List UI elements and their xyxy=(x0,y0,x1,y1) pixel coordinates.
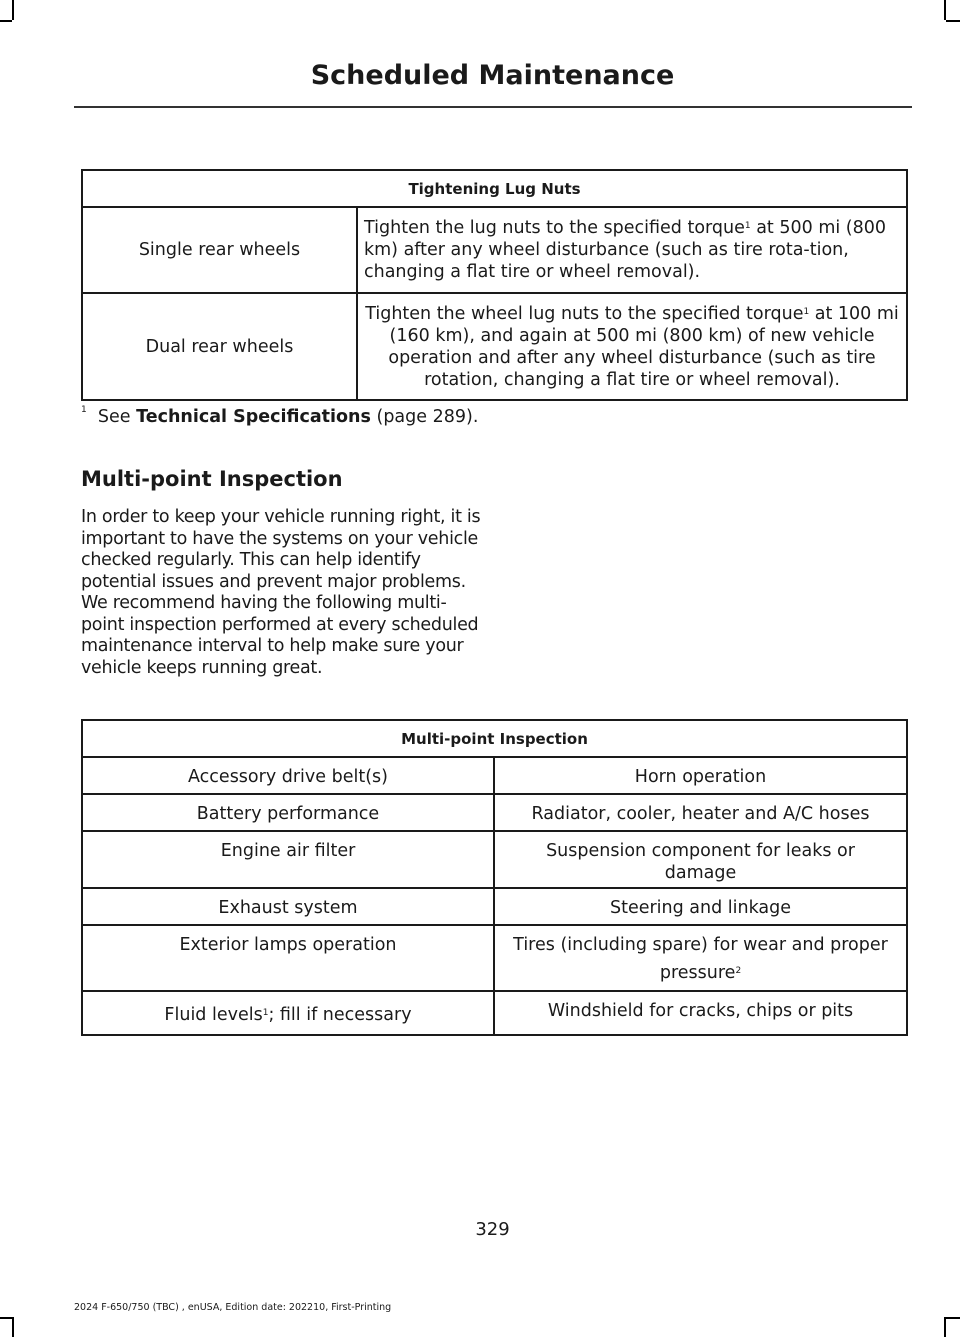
table-row xyxy=(82,831,907,888)
lug-table-title: Tightening Lug Nuts xyxy=(82,170,907,207)
mpi-cell: Suspension component for leaks or damage xyxy=(494,831,907,888)
lug-row-text-start: Tighten the lug nuts to the specified torque xyxy=(364,218,745,238)
mpi-cell: Exterior lamps operation xyxy=(82,925,494,991)
header-divider xyxy=(74,106,912,108)
table-row xyxy=(82,293,907,400)
tires-line-1: Tires (including spare) for wear and proper xyxy=(513,935,888,955)
footnote-suffix: (page 289). xyxy=(370,407,479,427)
mpi-cell xyxy=(494,925,907,991)
section-heading: Multi-point Inspection xyxy=(81,467,343,491)
crop-mark xyxy=(0,1317,12,1319)
page-title: Scheduled Maintenance xyxy=(310,60,675,91)
table-row xyxy=(82,794,907,831)
table-row xyxy=(82,207,907,293)
lug-row-text xyxy=(357,207,907,293)
table-row xyxy=(82,888,907,925)
multi-point-inspection-table xyxy=(81,719,908,1036)
tires-line-2 xyxy=(660,962,741,984)
mpi-table-title: Multi-point Inspection xyxy=(82,720,907,757)
page-number: 329 xyxy=(475,1219,510,1240)
crop-mark xyxy=(944,0,946,20)
lug-row-text-end: at 500 mi (800 km) after any wheel disturbance (such as tire rota-tion, changing a flat tire or wheel removal). xyxy=(364,218,887,282)
section-body: In order to keep your vehicle running right, it is important to have the systems on your vehicle checked regularly. This can help identify potential issues and prevent major problems. We recommend having the following multi-point inspection performed at every scheduled maintenance interval to help make sure your vehicle keeps running great. xyxy=(81,507,481,678)
lug-row-text-end: at 100 mi (160 km), and again at 500 mi (800 km) of new vehicle operation and after any wheel disturbance (such as tire rotation, changing a flat tire or wheel removal). xyxy=(388,303,899,390)
mpi-cell: Horn operation xyxy=(494,757,907,794)
footnote-mark: 1 xyxy=(81,405,87,415)
lug-row-label: Dual rear wheels xyxy=(82,293,357,400)
lug-row-label: Single rear wheels xyxy=(82,207,357,293)
mpi-cell: Radiator, cooler, heater and A/C hoses xyxy=(494,794,907,831)
lug-row-text xyxy=(357,293,907,400)
crop-mark xyxy=(946,20,960,22)
mpi-cell: Battery performance xyxy=(82,794,494,831)
tires-pressure-text: pressure xyxy=(659,963,736,983)
mpi-cell xyxy=(82,991,494,1035)
mpi-cell: Steering and linkage xyxy=(494,888,907,925)
footnote-ref: 1 xyxy=(262,1008,269,1018)
crop-mark xyxy=(946,1317,960,1319)
cross-reference-link[interactable]: Technical Specifications xyxy=(136,407,371,427)
table-row xyxy=(82,757,907,794)
mpi-cell: Windshield for cracks, chips or pits xyxy=(494,991,907,1035)
footnote-ref: 2 xyxy=(735,966,742,976)
table-row xyxy=(82,991,907,1035)
crop-mark xyxy=(944,1317,946,1337)
footnote-ref: 1 xyxy=(803,306,810,317)
crop-mark xyxy=(0,20,12,22)
table-footnote xyxy=(81,407,478,427)
footnote-prefix: See xyxy=(97,407,137,427)
mpi-cell: Engine air filter xyxy=(82,831,494,888)
crop-mark xyxy=(12,0,14,20)
edition-info: 2024 F-650/750 (TBC) , enUSA, Edition date: 202210, First-Printing xyxy=(74,1302,392,1313)
mpi-cell: Exhaust system xyxy=(82,888,494,925)
lug-nuts-table xyxy=(81,169,908,401)
crop-mark xyxy=(12,1317,14,1337)
lug-row-text-start: Tighten the wheel lug nuts to the specified torque xyxy=(365,303,804,324)
fluid-levels-text: Fluid levels xyxy=(164,1005,263,1025)
footnote-ref: 1 xyxy=(744,221,751,231)
mpi-cell: Accessory drive belt(s) xyxy=(82,757,494,794)
fluid-levels-suffix: ; fill if necessary xyxy=(268,1005,412,1025)
table-row xyxy=(82,925,907,991)
